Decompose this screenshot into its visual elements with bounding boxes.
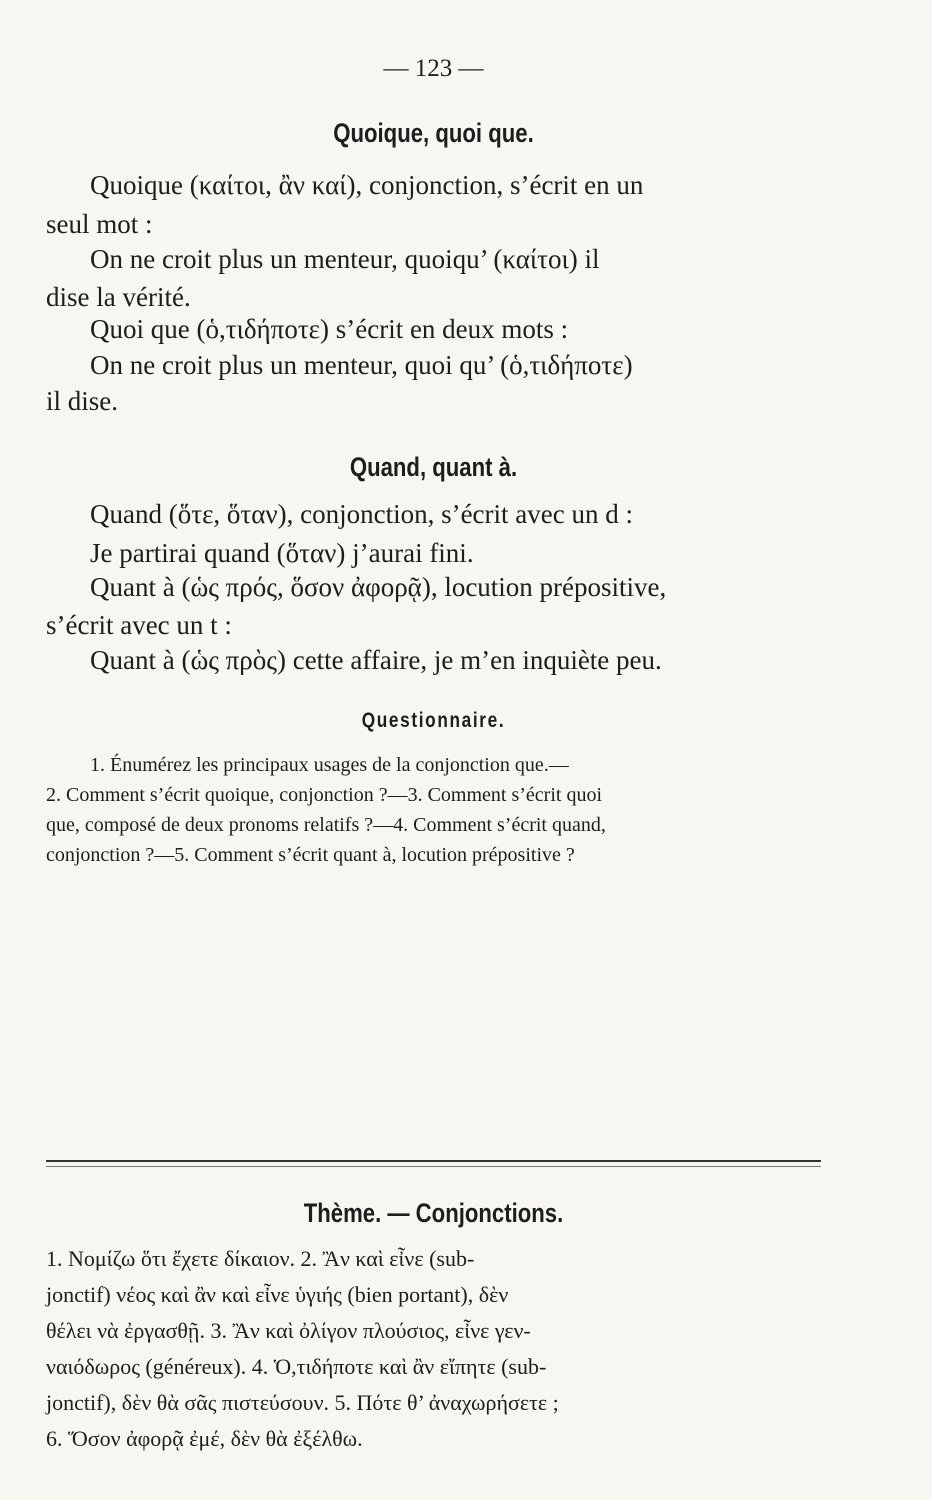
page-number: — 123 — <box>383 55 484 82</box>
text-line: dise la vérité. <box>46 282 191 312</box>
text-line: s’écrit avec un t : <box>46 610 232 640</box>
theme-line: jonctif) νέος καὶ ἂν καὶ εἶνε ὑγιής (bien portant), δὲν <box>46 1282 509 1307</box>
question-line: que, composé de deux pronoms relatifs ?—4. Comment s’écrit quand, <box>46 814 606 836</box>
separator-rule <box>46 1166 821 1167</box>
text-line: Quoi que (ὁ,τιδήποτε) s’écrit en deux mots : <box>90 314 569 344</box>
text-line: Quoique (καίτοι, ἂν καί), conjonction, s’écrit en un <box>90 170 644 200</box>
text-line: Quand (ὅτε, ὅταν), conjonction, s’écrit avec un d : <box>90 499 633 529</box>
question-line: conjonction ?—5. Comment s’écrit quant à, locution prépositive ? <box>46 844 575 866</box>
section-title-quoique: Quoique, quoi que. <box>333 118 534 148</box>
separator-rule <box>46 1160 821 1162</box>
text-line: On ne croit plus un menteur, quoiqu’ (καίτοι) il <box>90 244 600 274</box>
text-line: il dise. <box>46 386 118 416</box>
text-line: seul mot : <box>46 209 153 239</box>
question-line: 2. Comment s’écrit quoique, conjonction ?—3. Comment s’écrit quoi <box>46 784 603 806</box>
theme-line: θέλει νὰ ἐργασθῇ. 3. Ἂν καὶ ὀλίγον πλούσιος, εἶνε γεν- <box>46 1318 531 1343</box>
text-line: Quant à (ὡς πρός, ὅσον ἀφορᾷ), locution prépositive, <box>90 572 667 602</box>
theme-line: jonctif), δὲν θὰ σᾶς πιστεύσουν. 5. Πότε θ’ ἀναχωρήσετε ; <box>46 1390 559 1415</box>
theme-line: ναιόδωρος (généreux). 4. Ὁ,τιδήποτε καὶ ἂν εἴπητε (sub- <box>46 1354 547 1379</box>
theme-line: 6. Ὅσον ἀφορᾷ ἐμέ, δὲν θὰ ἐξέλθω. <box>46 1426 363 1451</box>
text-line: Je partirai quand (ὅταν) j’aurai fini. <box>90 538 474 568</box>
text-line: Quant à (ὡς πρὸς) cette affaire, je m’en inquiète peu. <box>90 645 662 675</box>
theme-title: Thème. — Conjonctions. <box>303 1198 564 1228</box>
text-line: On ne croit plus un menteur, quoi qu’ (ὁ,τιδήποτε) <box>90 350 633 380</box>
question-line: 1. Énumérez les principaux usages de la conjonction que.— <box>90 754 569 776</box>
questionnaire-title: Questionnaire. <box>361 709 506 732</box>
theme-line: 1. Νομίζω ὅτι ἔχετε δίκαιον. 2. Ἂν καὶ εἶνε (sub- <box>46 1246 475 1271</box>
section-title-quand: Quand, quant à. <box>349 452 518 482</box>
